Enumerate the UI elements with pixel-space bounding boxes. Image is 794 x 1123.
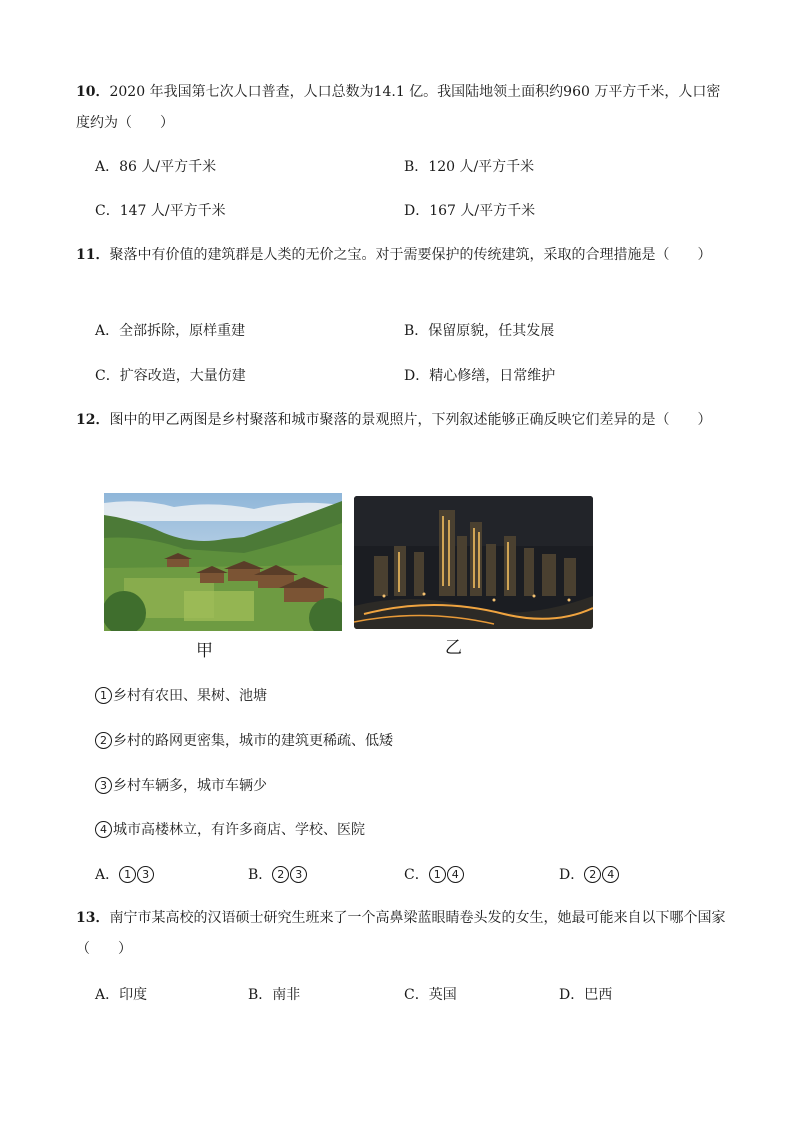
option-b: B． 2 3	[248, 865, 308, 885]
option-c: C．147 人/平方千米	[95, 203, 226, 219]
option-a: A．印度	[95, 987, 148, 1003]
option-a: A．86 人/平方千米	[95, 159, 217, 175]
option-a: A． 1 3	[95, 865, 155, 885]
question-13-stem	[76, 903, 726, 965]
question-11-stem	[76, 240, 726, 271]
statement-1: 1 乡村有农田、果树、池塘	[95, 686, 267, 706]
option-b: B．保留原貌，任其发展	[404, 323, 555, 339]
question-text: 聚落中有价值的建筑群是人类的无价之宝。对于需要保护的传统建筑，采取的合理措施是（ ）	[109, 247, 712, 263]
circled-number: 1	[95, 687, 112, 704]
caption-left: 甲	[196, 641, 213, 661]
question-text: 2020 年我国第七次人口普查，人口总数为14.1 亿。我国陆地领土面积约960 万平方千米，人口密度约为（ ）	[76, 84, 721, 131]
option-d: D．精心修缮，日常维护	[404, 368, 556, 384]
question-number: 12．	[76, 412, 110, 428]
caption-right: 乙	[445, 638, 462, 658]
question-10-stem	[76, 77, 726, 139]
city-night-photo	[354, 496, 593, 629]
option-b: B．120 人/平方千米	[404, 159, 535, 175]
question-12-stem	[76, 405, 726, 436]
statement-4: 4 城市高楼林立，有许多商店、学校、医院	[95, 820, 365, 840]
option-b: B．南非	[248, 987, 301, 1003]
option-c: C．英国	[404, 987, 457, 1003]
circled-number: 2	[95, 732, 112, 749]
statement-3: 3 乡村车辆多，城市车辆少	[95, 776, 267, 796]
rural-village-photo	[104, 493, 342, 631]
circled-number: 3	[95, 777, 112, 794]
statement-2: 2 乡村的路网更密集，城市的建筑更稀疏、低矮	[95, 731, 393, 751]
question-text: 南宁市某高校的汉语硕士研究生班来了一个高鼻梁蓝眼睛卷头发的女生，她最可能来自以下哪个国家（ ）	[76, 910, 726, 957]
circled-number: 4	[95, 821, 112, 838]
question-number: 13．	[76, 910, 110, 926]
question-number: 10．	[76, 84, 110, 100]
question-text: 图中的甲乙两图是乡村聚落和城市聚落的景观照片，下列叙述能够正确反映它们差异的是（ ）	[109, 412, 712, 428]
option-d: D．167 人/平方千米	[404, 203, 536, 219]
option-d: D．巴西	[559, 987, 613, 1003]
option-d: D． 2 4	[559, 865, 620, 885]
option-a: A．全部拆除，原样重建	[95, 323, 246, 339]
option-c: C．扩容改造，大量仿建	[95, 368, 246, 384]
question-number: 11．	[76, 247, 110, 263]
option-c: C． 1 4	[404, 865, 465, 885]
